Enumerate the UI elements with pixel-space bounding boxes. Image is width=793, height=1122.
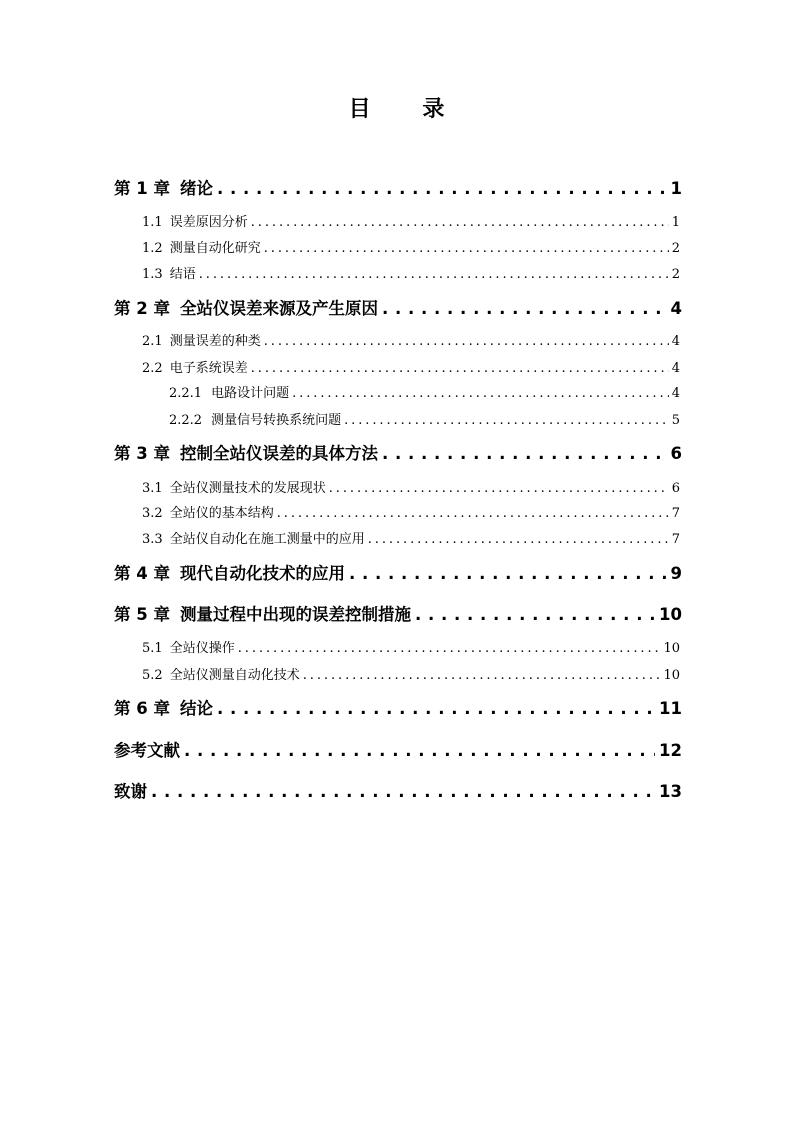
toc-entry[interactable]	[142, 664, 682, 683]
toc-entry-page: 2	[671, 241, 680, 256]
toc-entry-page: 1	[670, 179, 682, 198]
toc-entry-page: 4	[671, 334, 680, 349]
toc-entry[interactable]	[169, 409, 682, 428]
toc-entry-page: 4	[671, 386, 680, 401]
toc-entry-number: 第 1 章	[114, 179, 170, 198]
toc-entry-title: 控制全站仪误差的具体方法	[179, 444, 378, 463]
toc-dot-leader	[217, 699, 655, 718]
toc-entry-number: 2.2	[142, 361, 163, 376]
toc-entry[interactable]	[142, 502, 682, 521]
toc-entry-title: 全站仪测量自动化技术	[169, 668, 300, 683]
toc-entry-page: 13	[659, 782, 682, 801]
toc-entry-page: 12	[659, 741, 682, 760]
toc-entry-title: 电路设计问题	[211, 386, 290, 401]
toc-dot-leader	[264, 241, 669, 256]
toc-entry[interactable]	[142, 528, 682, 547]
toc-entry-number: 3.2	[142, 506, 163, 521]
toc-entry-number: 2.2.2	[169, 413, 203, 428]
toc-entry-number: 第 3 章	[114, 444, 170, 463]
toc-entry-title: 电子系统误差	[169, 361, 248, 376]
page-title: 目 录	[348, 97, 467, 122]
toc-entry-number: 1.3	[142, 267, 163, 282]
toc-entry-page: 9	[670, 564, 682, 583]
toc-entry[interactable]	[114, 737, 682, 761]
toc-dot-leader	[251, 361, 669, 376]
toc-entry-title: 全站仪自动化在施工测量中的应用	[169, 532, 365, 547]
toc-dot-leader	[344, 413, 669, 428]
toc-entry-number: 2.2.1	[169, 386, 203, 401]
toc-entry[interactable]	[142, 330, 682, 349]
toc-entry[interactable]	[142, 263, 682, 282]
toc-dot-leader	[238, 641, 661, 656]
toc-entry-page: 2	[671, 267, 680, 282]
toc-entry-number: 5.2	[142, 668, 163, 683]
toc-dot-leader	[329, 481, 669, 496]
toc-entry[interactable]	[114, 601, 682, 625]
toc-entry-page: 4	[671, 361, 680, 376]
toc-dot-leader	[199, 267, 669, 282]
toc-entry-page: 11	[659, 699, 682, 718]
toc-dot-leader	[184, 741, 655, 760]
toc-entry-title: 结论	[179, 699, 213, 718]
toc-dot-leader	[292, 386, 669, 401]
toc-entry-number: 1.2	[142, 241, 163, 256]
toc-entry-title: 绪论	[179, 179, 213, 198]
toc-entry-title: 全站仪误差来源及产生原因	[179, 299, 378, 318]
toc-dot-leader	[303, 668, 661, 683]
toc-entry[interactable]	[142, 211, 682, 230]
toc-dot-leader	[264, 334, 669, 349]
toc-dot-leader	[415, 605, 655, 624]
toc-entry[interactable]	[114, 778, 682, 802]
toc-entry[interactable]	[169, 382, 682, 401]
toc-entry-title: 测量信号转换系统问题	[211, 413, 342, 428]
toc-entry[interactable]	[114, 560, 682, 584]
toc-entry-title: 测量过程中出现的误差控制措施	[179, 605, 411, 624]
toc-entry[interactable]	[114, 295, 682, 319]
toc-entry[interactable]	[142, 237, 682, 256]
toc-entry-title: 全站仪的基本结构	[169, 506, 274, 521]
toc-entry[interactable]	[114, 695, 682, 719]
toc-dot-leader	[382, 444, 667, 463]
toc-entry[interactable]	[142, 637, 682, 656]
toc-entry-page: 1	[671, 215, 680, 230]
toc-entry-title: 误差原因分析	[169, 215, 248, 230]
toc-dot-leader	[368, 532, 669, 547]
toc-entry-number: 1.1	[142, 215, 163, 230]
toc-entry-title: 现代自动化技术的应用	[179, 564, 345, 583]
toc-dot-leader	[349, 564, 667, 583]
toc-entry-title: 致谢	[114, 782, 147, 801]
toc-dot-leader	[277, 506, 669, 521]
toc-entry-number: 3.3	[142, 532, 163, 547]
toc-entry-page: 10	[663, 668, 680, 683]
toc-entry-page: 4	[670, 299, 682, 318]
toc-entry-page: 7	[671, 506, 680, 521]
toc-entry[interactable]	[142, 477, 682, 496]
toc-dot-leader	[251, 215, 669, 230]
toc-entry-title: 全站仪测量技术的发展现状	[169, 481, 326, 496]
toc-entry[interactable]	[114, 175, 682, 199]
toc-entry-number: 第 4 章	[114, 564, 170, 583]
toc-entry-title: 测量误差的种类	[169, 334, 261, 349]
toc-entry-number: 第 6 章	[114, 699, 170, 718]
toc-entry-number: 5.1	[142, 641, 163, 656]
toc-entry-number: 2.1	[142, 334, 163, 349]
toc-dot-leader	[151, 782, 655, 801]
toc-entry-title: 参考文献	[114, 741, 180, 760]
toc-entry[interactable]	[142, 357, 682, 376]
toc-entry-title: 测量自动化研究	[169, 241, 261, 256]
toc-entry-number: 第 5 章	[114, 605, 170, 624]
toc-entry-page: 10	[659, 605, 682, 624]
toc-dot-leader	[382, 299, 667, 318]
toc-entry-page: 6	[670, 444, 682, 463]
toc-entry-number: 3.1	[142, 481, 163, 496]
toc-entry-title: 全站仪操作	[169, 641, 235, 656]
toc-entry-number: 第 2 章	[114, 299, 170, 318]
toc-dot-leader	[217, 179, 667, 198]
toc-entry[interactable]	[114, 440, 682, 464]
toc-entry-page: 5	[671, 413, 680, 428]
toc-entry-page: 6	[671, 481, 680, 496]
toc-entry-page: 7	[671, 532, 680, 547]
toc-entry-page: 10	[663, 641, 680, 656]
toc-entry-title: 结语	[169, 267, 196, 282]
